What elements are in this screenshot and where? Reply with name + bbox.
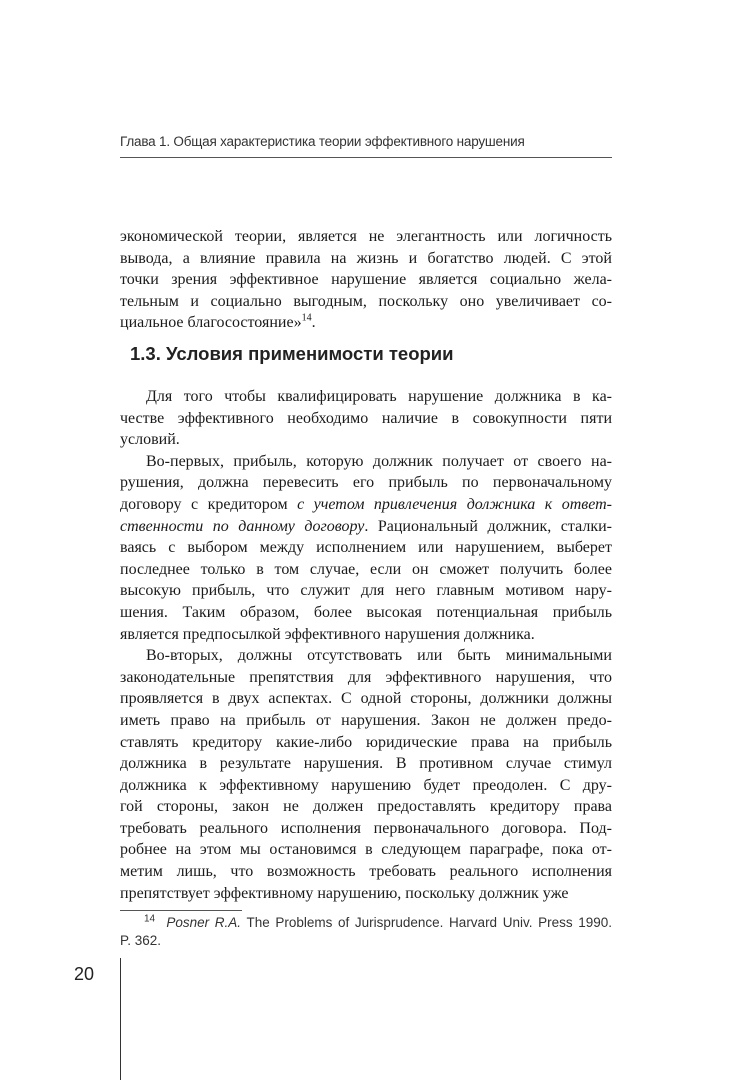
text-segment: Во-вторых, должны отсутствовать или быть минимальными	[146, 647, 612, 665]
text-line	[120, 839, 612, 861]
text-line	[120, 580, 612, 602]
footnote	[120, 914, 612, 950]
margin-rule	[120, 958, 121, 1080]
text-segment: . Рациональный должник, сталки-	[364, 517, 612, 535]
running-header: Глава 1. Общая характеристика теории эффективного нарушения	[120, 134, 525, 149]
italic-text: ственности по данному договору	[120, 517, 365, 535]
text-line	[120, 624, 612, 646]
paragraph	[120, 451, 612, 645]
text-segment: ставлять кредитору какие-либо юридические права на прибыль	[120, 733, 612, 751]
text-segment: договору с кредитором	[120, 495, 298, 513]
page-number: 20	[74, 964, 95, 984]
text-segment: последнее только в том случае, если он сможет получить более	[120, 560, 612, 578]
text-line	[120, 861, 612, 883]
text-segment: точки зрения эффективное нарушение является социально жела-	[120, 271, 612, 289]
text-segment: ваясь с выбором между исполнением или нарушением, выберет	[120, 539, 612, 557]
text-segment: тельным и социально выгодным, поскольку оно увеличивает со-	[120, 292, 612, 310]
text-segment: метим лишь, что возможность требовать реального исполнения	[120, 863, 612, 881]
text-line	[120, 688, 612, 710]
text-segment: высокую прибыль, что служит для него главным мотивом нару-	[120, 582, 612, 600]
text-segment: Во-первых, прибыль, которую должник получает от своего на-	[146, 452, 612, 470]
text-segment: робнее на этом мы остановимся в следующем параграфе, пока от-	[120, 841, 612, 859]
text-segment: честве эффективного необходимо наличие в совокупности пяти	[120, 409, 612, 427]
text-line	[120, 386, 612, 408]
text-segment: Для того чтобы квалифицировать нарушение должника в ка-	[146, 388, 612, 405]
text-segment: шения. Таким образом, более высокая потенциальная прибыль	[120, 603, 612, 621]
text-segment: проявляется в двух аспектах. С одной стороны, должники должны	[120, 690, 612, 708]
text-line	[120, 291, 612, 313]
intro-paragraph	[120, 226, 612, 334]
text-line	[120, 516, 612, 538]
text-line	[120, 818, 612, 840]
text-line	[120, 775, 612, 797]
text-segment: должника в результате нарушения. В противном случае стимул	[120, 755, 612, 773]
text-line	[120, 312, 612, 334]
paragraph	[120, 386, 612, 451]
text-segment: иметь право на прибыль от нарушения. Закон не должен предо-	[120, 711, 612, 729]
text-line	[120, 645, 612, 667]
italic-text: с учетом привлечения должника к ответ-	[297, 495, 613, 513]
footnote-number: 14	[144, 913, 156, 925]
text-segment: законодательные препятствия для эффективного нарушения, что	[120, 668, 612, 686]
text-segment: должника к эффективному нарушению будет преодолен. С дру-	[120, 776, 612, 794]
text-line	[120, 796, 612, 818]
text-segment: условий.	[120, 431, 180, 449]
text-line	[120, 429, 612, 451]
text-segment: экономической теории, является не элегантность или логичность	[120, 228, 612, 245]
footnote-ref: 14	[301, 313, 312, 325]
text-segment: вывода, а влияние правила на жизнь и богатство людей. С этой	[120, 249, 612, 267]
section-heading: 1.3. Условия применимости теории	[130, 343, 454, 364]
text-line	[120, 602, 612, 624]
text-line	[120, 710, 612, 732]
text-line	[120, 269, 612, 291]
text-segment: препятствует эффективному нарушению, поскольку должник уже	[120, 884, 569, 902]
text-line	[120, 451, 612, 473]
text-line	[120, 408, 612, 430]
text-line	[120, 226, 612, 248]
footnote-cont: P. 362.	[120, 933, 162, 948]
text-line	[120, 559, 612, 581]
body-text	[120, 386, 612, 904]
text-line	[120, 494, 612, 516]
text-segment: циальное благосостояние»	[120, 314, 302, 332]
text-segment: рушения, должна перевесить его прибыль по первоначальному	[120, 474, 612, 492]
header-rule	[120, 157, 612, 158]
text-segment: требовать реального исполнения первоначального договора. Под-	[120, 819, 612, 837]
footnote-rule	[120, 910, 242, 911]
text-line	[120, 537, 612, 559]
text-segment: .	[311, 314, 316, 332]
text-line	[120, 667, 612, 689]
text-line	[120, 883, 612, 905]
text-segment: является предпосылкой эффективного нарушения должника.	[120, 625, 535, 643]
text-segment: гой стороны, закон не должен предоставлять кредитору права	[120, 798, 612, 816]
text-line	[120, 472, 612, 494]
footnote-text: The Problems of Jurisprudence. Harvard Univ. Press 1990.	[246, 915, 613, 930]
footnote-author: Posner R.A.	[166, 915, 242, 930]
text-line	[120, 753, 612, 775]
text-line	[120, 732, 612, 754]
paragraph	[120, 645, 612, 904]
text-line	[120, 248, 612, 270]
